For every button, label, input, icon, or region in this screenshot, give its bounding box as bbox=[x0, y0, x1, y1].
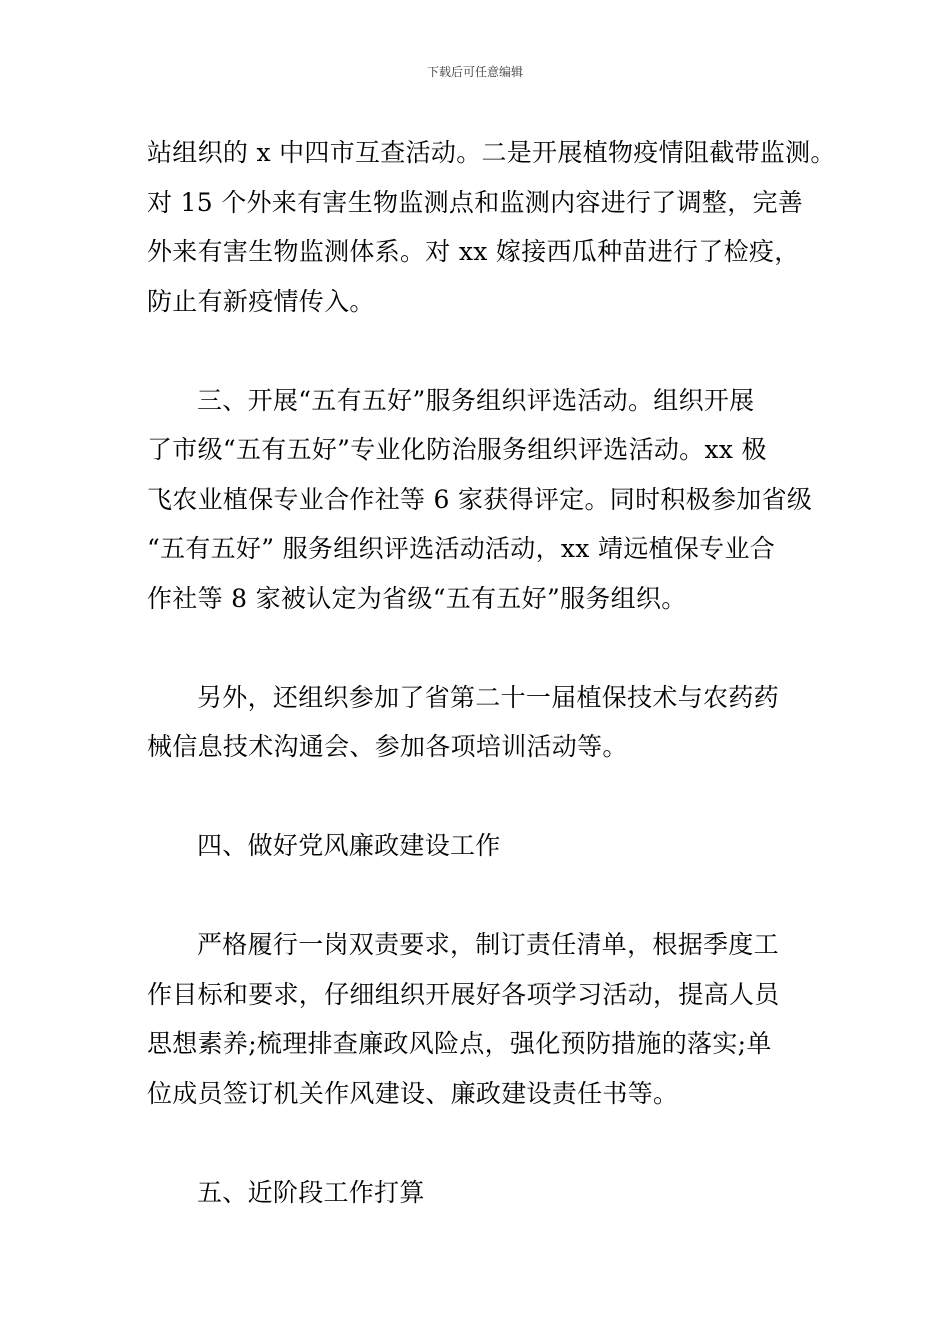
text-line: 位成员签订机关作风建设、廉政建设责任书等。 bbox=[147, 1078, 679, 1108]
document-body bbox=[147, 128, 836, 1217]
text-line: 作目标和要求，仔细组织开展好各项学习活动，提高人员 bbox=[147, 979, 780, 1009]
paragraph-spacer bbox=[147, 623, 817, 673]
section-heading: 五、近阶段工作打算 bbox=[197, 1177, 425, 1207]
paragraph-spacer bbox=[147, 772, 817, 822]
text-line: 三、开展“五有五好”服务组织评选活动。组织开展 bbox=[197, 385, 755, 415]
paragraph-spacer bbox=[147, 326, 817, 376]
paragraph-additional bbox=[147, 673, 817, 772]
paragraph-section-three bbox=[147, 376, 817, 624]
text-line: 严格履行一岗双责要求，制订责任清单，根据季度工 bbox=[197, 930, 779, 959]
text-line: 思想素养;梳理排查廉政风险点，强化预防措施的落实;单 bbox=[147, 1029, 772, 1058]
paragraph-integrity bbox=[147, 920, 817, 1118]
text-line: 外来有害生物监测体系。对 xx 嫁接西瓜种苗进行了检疫， bbox=[147, 237, 800, 266]
section-heading-four bbox=[147, 821, 817, 871]
page-header: 下载后可任意编辑 bbox=[426, 65, 523, 79]
text-line: 飞农业植保专业合作社等 6 家获得评定。同时积极参加省级 bbox=[147, 484, 813, 514]
paragraph-continuation bbox=[147, 128, 836, 326]
text-line: 作社等 8 家被认定为省级“五有五好”服务组织。 bbox=[147, 583, 687, 613]
text-line: 站组织的 x 中四市互查活动。二是开展植物疫情阻截带监测。 bbox=[147, 138, 836, 167]
paragraph-spacer bbox=[147, 1118, 817, 1168]
text-line: 另外，还组织参加了省第二十一届植保技术与农药药 bbox=[197, 682, 779, 712]
text-line: 了市级“五有五好”专业化防治服务组织评选活动。xx 极 bbox=[147, 435, 767, 464]
paragraph-spacer bbox=[147, 871, 817, 921]
text-line: “五有五好” 服务组织评选活动活动，xx 靖远植保专业合 bbox=[147, 534, 776, 563]
text-line: 械信息技术沟通会、参加各项培训活动等。 bbox=[147, 732, 628, 761]
text-line: 防止有新疫情传入。 bbox=[147, 286, 375, 316]
section-heading: 四、做好党风廉政建设工作 bbox=[197, 831, 501, 860]
text-line: 对 15 个外来有害生物监测点和监测内容进行了调整，完善 bbox=[147, 187, 804, 217]
section-heading-five bbox=[147, 1168, 817, 1218]
